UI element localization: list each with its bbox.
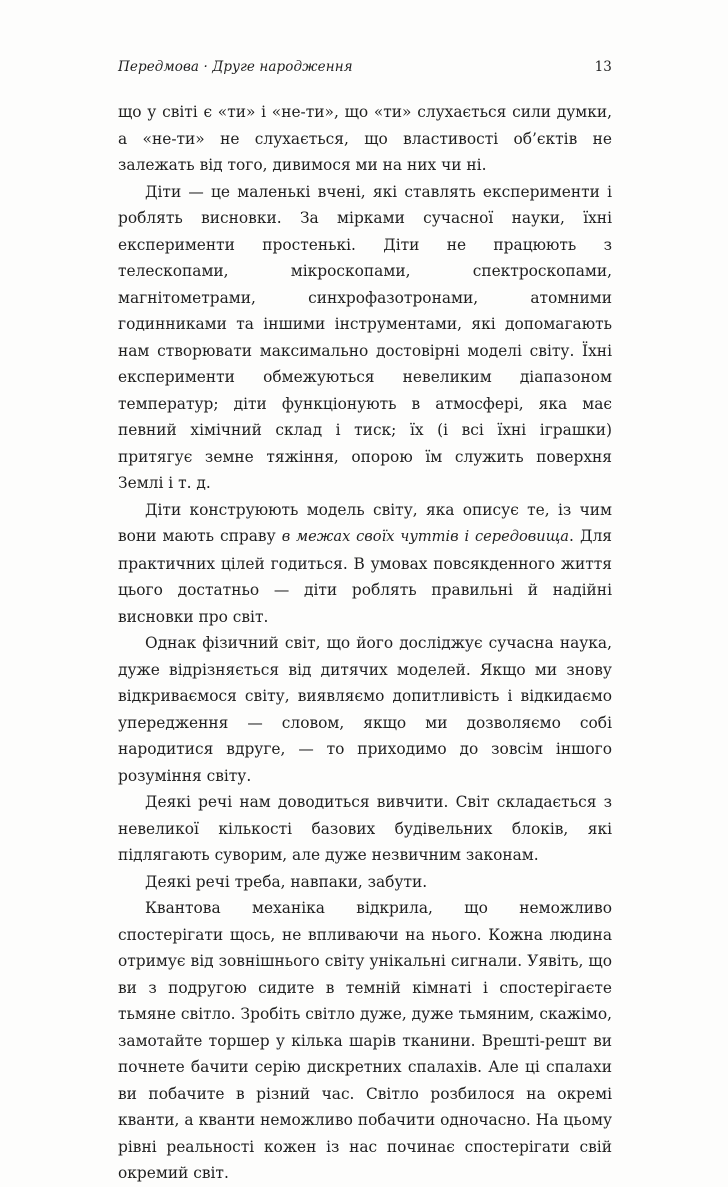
body-text [118, 99, 612, 1187]
running-header [118, 59, 612, 81]
paragraph-quantum-mechanics: Квантова механіка відкрила, що неможливо спостерігати щось, не впливаючи на нього. Кожна людина отримує від зовнішнього світу унікальні сигнали. Уявіть, що ви з подругою сидите в темній кімнаті і спостерігаєте тьмяне світло. Зробіть світло дуже, дуже тьмяним, скажімо, замотайте торшер у кілька шарів тканини. Врешті-решт ви почнете бачити серію дискретних спалахів. Але ці спалахи ви побачите в різний час. Світло розбилося на окремі кванти, а кванти неможливо побачити одночасно. На цьому рівні реальності кожен із нас починає спостерігати свій окремий світ. [118, 899, 612, 1182]
paragraph-text-before-emphasis: Діти конструюють модель світу, яка описує те, із чим вони мають справу [118, 500, 612, 545]
emphasized-phrase: в межах своїх чуттів і середовища [281, 528, 570, 545]
running-title: Передмова · Друге народження [118, 59, 353, 75]
paragraph-learn-things: Деякі речі нам доводиться вивчити. Світ складається з невеликої кількості базових будівельних блоків, які підлягають суворим, але дуже незвичним законам. [118, 793, 612, 864]
paragraph-children-scientists: Діти — це маленькі вчені, які ставлять експерименти і роблять висновки. За мірками сучасної науки, їхні експерименти простенькі. Діти не працюють з телескопами, мікроскопами, спектроскопами, магнітометрами, синхрофазотронами, атомними годинниками та іншими інструментами, які допомагають нам створювати максимально достовірні моделі світу. Їхні експерименти обмежуються невеликим діапазоном температур; діти функціонують в атмосфері, яка має певний хімічний склад і тиск; їх (і всі їхні іграшки) притягує земне тяжіння, опорою їм служить поверхня Землі і т. д. [118, 182, 612, 492]
paragraph-forget-things: Деякі речі треба, навпаки, забути. [145, 872, 428, 891]
page-number: 13 [594, 59, 612, 75]
paragraph-continuation: що у світі є «ти» і «не-ти», що «ти» слухається сили думки, а «не-ти» не слухається, що властивості об’єктів не залежать від того, дивимося ми на них чи ні. [118, 103, 612, 174]
paragraph-world-model [118, 497, 612, 631]
paragraph-text-after-emphasis: . Для практичних цілей годиться. В умовах повсякденного життя цього достатньо — діти роблять правильні й надійні висновки про світ. [118, 527, 612, 626]
paragraph-physical-world: Однак фізичний світ, що його досліджує сучасна наука, дуже відрізняється від дитячих моделей. Якщо ми знову відкриваємося світу, виявляємо допитливість і відкидаємо упередження — словом, якщо ми дозволяємо собі народитися вдруге, — то приходимо до зовсім іншого розуміння світу. [118, 634, 612, 785]
